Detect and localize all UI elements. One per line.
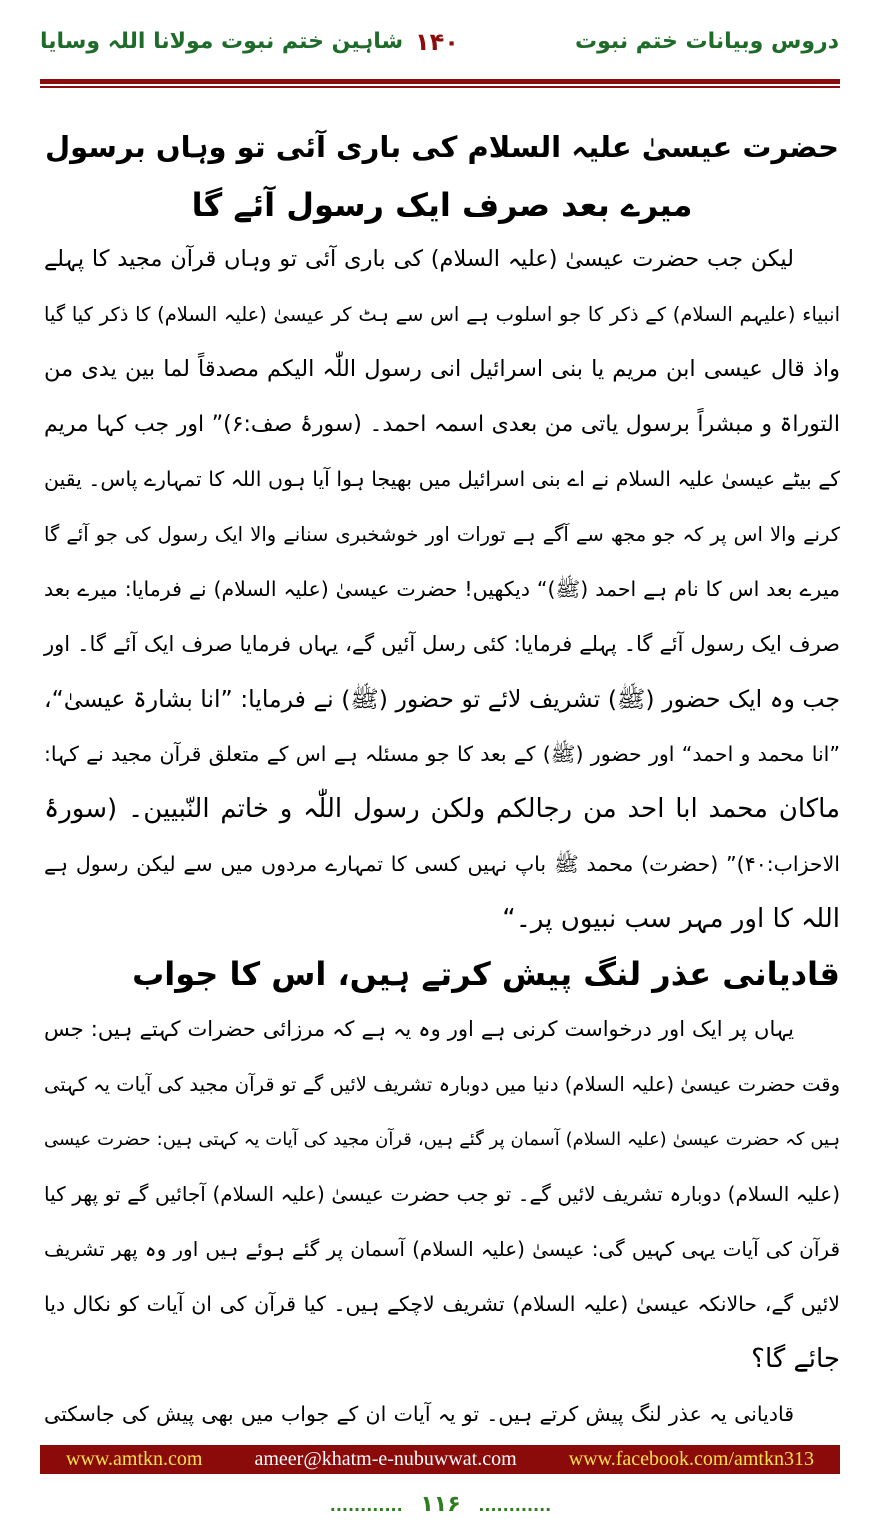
paragraph-line: وقت حضرت عیسیٰ (علیہ السلام) دنیا میں دوبارہ تشریف لائیں گے تو قرآن مجید کی آیات یہ کہتی — [44, 1073, 840, 1096]
paragraph-line: جب وہ ایک حضور (ﷺ) تشریف لائے تو حضور (ﷺ) نے فرمایا: ”انا بشارۃ عیسیٰ“، — [44, 685, 840, 713]
website-link[interactable]: www.amtkn.com — [66, 1448, 203, 1470]
header-rule-thick — [40, 79, 840, 84]
email-link[interactable]: ameer@khatm-e-nubuwwat.com — [254, 1448, 517, 1470]
dots-left: ............ — [329, 1496, 403, 1515]
paragraph-line: میرے بعد اس کا نام ہے احمد (ﷺ)“ دیکھیں! حضرت عیسیٰ (علیہ السلام) نے فرمایا: میرے بعد — [44, 577, 840, 601]
page-footer-number — [0, 1492, 881, 1517]
paragraph-line: جائے گا؟ — [751, 1344, 840, 1374]
paragraph-line: کے بیٹے عیسیٰ علیہ السلام نے اے بنی اسرائیل میں بھیجا ہوا آیا ہوں اللہ کا تمہارے پاس۔ یقین — [44, 467, 840, 491]
paragraph-line: لیکن جب حضرت عیسیٰ (علیہ السلام) کی باری آئی تو وہاں قرآن مجید کا پہلے — [44, 246, 794, 272]
header-rule-thin — [40, 86, 840, 88]
section-title-line2: میرے بعد صرف ایک رسول آئے گا — [191, 186, 693, 224]
dots-right: ............ — [478, 1496, 552, 1515]
header-page-number: ۱۴۰ — [415, 28, 459, 56]
page-number: ۱۱۶ — [420, 1492, 461, 1517]
paragraph-line: کرنے والا اس پر کہ جو مجھ سے آگے ہے تورات اور خوشخبری سنانے والا ایک رسول کی جو آئے گا — [44, 523, 840, 546]
footer-bar — [40, 1445, 840, 1474]
book-title: دروس وبیانات ختم نبوت — [575, 29, 839, 54]
section-title-line1: حضرت عیسیٰ علیہ السلام کی باری آئی تو وہاں برسول — [44, 130, 840, 164]
paragraph-line: لائیں گے، حالانکہ عیسیٰ (علیہ السلام) تشریف لاچکے ہیں۔ کیا قرآن کی ان آیات کو نکال دیا — [44, 1292, 840, 1316]
facebook-link[interactable]: www.facebook.com/amtkn313 — [568, 1448, 814, 1470]
paragraph-line: الاحزاب:۴۰)” (حضرت) محمد ﷺ باپ نہیں کسی کا تمہارے مردوں میں سے لیکن رسول ہے — [44, 852, 840, 876]
paragraph-line: قادیانی یہ عذر لنگ پیش کرتے ہیں۔ تو یہ آیات ان کے جواب میں بھی پیش کی جاسکتی — [44, 1402, 794, 1426]
quran-verse-line: واذ قال عیسی ابن مریم یا بنی اسرائیل انی رسول اللّٰہ الیکم مصدقاً لما بین یدی من — [44, 356, 840, 382]
paragraph-line: ہیں کہ حضرت عیسیٰ (علیہ السلام) آسمان پر گئے ہیں، قرآن مجید کی آیات یہ کہتی ہیں: حضرت عیسی — [44, 1129, 840, 1150]
paragraph-line: (علیہ السلام) دوبارہ تشریف لائیں گے۔ تو جب حضرت عیسیٰ (علیہ السلام) آجائیں گے تو پھر کیا — [44, 1182, 840, 1206]
paragraph-line: انبیاء (علیہم السلام) کے ذکر کا جو اسلوب ہے اس سے ہٹ کر عیسیٰ (علیہ السلام) کا ذکر کیا گیا — [44, 303, 840, 326]
paragraph-line: اللہ کا اور مہر سب نبیوں پر۔“ — [502, 904, 840, 934]
paragraph-line: یہاں پر ایک اور درخواست کرنی ہے اور وہ یہ ہے کہ مرزائی حضرات کہتے ہیں: جس — [44, 1017, 794, 1041]
section-heading: قادیانی عذر لنگ پیش کرتے ہیں، اس کا جواب — [132, 955, 840, 993]
author-name: شاہین ختم نبوت مولانا اللہ وسایا — [40, 29, 404, 54]
paragraph-line: قرآن کی آیات یہی کہیں گی: عیسیٰ (علیہ السلام) آسمان پر گئے ہوئے ہیں اور وہ پھر تشریف — [44, 1237, 840, 1261]
quran-verse-line: التوراۃ و مبشراً برسول یاتی من بعدی اسمہ احمد۔ (سورۂ صف:۶)” اور جب کہا مریم — [44, 412, 840, 437]
paragraph-line: صرف ایک رسول آئے گا۔ پہلے فرمایا: کئی رسل آئیں گے، یہاں فرمایا صرف ایک آئے گا۔ اور — [44, 632, 840, 656]
quran-verse-line: ماکان محمد ابا احد من رجالکم ولکن رسول اللّٰہ و خاتم النّبیین۔ (سورۂ — [44, 794, 840, 824]
paragraph-line: ”انا محمد و احمد“ اور حضور (ﷺ) کے بعد کا جو مسئلہ ہے اس کے متعلق قرآن مجید نے کہا: — [44, 742, 840, 766]
